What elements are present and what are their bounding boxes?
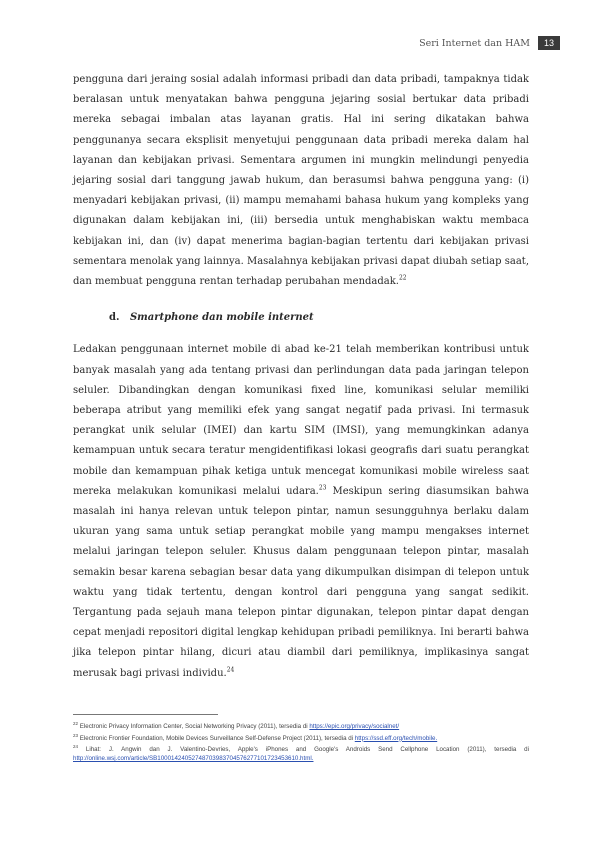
footnote bbox=[73, 720, 529, 732]
main-content bbox=[73, 70, 529, 684]
paragraph-text: Meskipun sering diasumsikan bahwa masalah ini hanya relevan untuk telepon pintar, namun sesungguhnya berlaku dalam ukuran yang sama untuk setiap perangkat mobile yang mampu mengakses internet melalui jaringan telepon seluler. Khusus dalam penggunaan telepon pintar, masalah semakin besar karena sebagian besar data yang dikumpulkan disimpan di telepon untuk waktu yang tidak tertentu, dengan kontrol dari pengguna yang sangat sedikit. Tergantung pada sejauh mana telepon pintar digunakan, telepon pintar dapat dengan cepat menjadi repositori digital lengkap kehidupan pribadi pemiliknya. Ini berarti bahwa jika telepon pintar hilang, dicuri atau diambil dari pemiliknya, implikasinya sangat merusak bagi privasi individu. bbox=[73, 485, 529, 679]
footnote-number: 24 bbox=[73, 744, 79, 750]
footnote-number: 22 bbox=[73, 721, 79, 726]
body-paragraph-1 bbox=[73, 70, 529, 292]
subheading-title: Smartphone dan mobile internet bbox=[129, 312, 314, 324]
footnote-number: 23 bbox=[73, 732, 79, 738]
footnote-link[interactable]: https://epic.org/privacy/socialnet/ bbox=[309, 723, 400, 731]
footnote-ref[interactable]: 23 bbox=[318, 484, 327, 492]
header-title: Seri Internet dan HAM bbox=[419, 37, 530, 49]
paragraph-text: Ledakan penggunaan internet mobile di abad ke-21 telah memberikan kontribusi untuk banyak masalah yang ada tentang privasi dan perlindungan data pada jaringan telepon seluler. Dibandingkan dengan komunikasi fixed line, komunikasi selular memiliki beberapa atribut yang memiliki efek yang sangat negatif pada privasi. Ini termasuk perangkat unik selular (IMEI) dan kartu SIM (IMSI), yang memungkinkan adanya kemampuan untuk secara teratur mengidentifikasi lokasi geografis dari suatu perangkat mobile dan kemampuan pihak ketiga untuk mencegat komunikasi mobile wireless saat mereka melakukan komunikasi melalui udara. bbox=[73, 344, 529, 497]
footnote-text: Electronic Privacy Information Center, Social Networking Privacy (2011), tersedia di bbox=[79, 723, 310, 731]
footnote-divider bbox=[73, 714, 218, 715]
paragraph-text: pengguna dari jeraing sosial adalah informasi pribadi dan data pribadi, tampaknya tidak beralasan untuk menyatakan bahwa pengguna jejaring sosial bertukar data pribadi mereka sebagai imbalan atas layanan gratis. Hal ini sering dikatakan bahwa penggunanya secara eksplisit menyetujui penggunaan data pribadi mereka dalam hal layanan dan kebijakan privasi. Sementara argumen ini mungkin melindungi penyedia jejaring sosial dari tanggung jawab hukum, dan berasumsi bahwa pengguna yang: (i) menyadari kebijakan privasi, (ii) mampu memahami bahasa hukum yang kompleks yang digunakan dalam kebijakan ini, (iii) bersedia untuk menghabiskan waktu membaca kebijakan ini, dan (iv) dapat menerima bagian-bagian tertentu dari kebijakan privasi sementara menolak yang lainnya. Masalahnya kebijakan privasi dapat diubah setiap saat, dan membuat pengguna rentan terhadap perubahan mendadak. bbox=[73, 74, 529, 288]
footnote bbox=[73, 743, 529, 763]
footnote-text: Electronic Frontier Foundation, Mobile Devices Surveillance Self-Defense Project (2011), tersedia di bbox=[79, 734, 355, 742]
page-number: 13 bbox=[538, 36, 560, 50]
section-subheading bbox=[109, 308, 529, 328]
footnote-link[interactable]: http://online.wsj.com/article/SB10001424052748703983704576277101723453610.html. bbox=[73, 754, 314, 762]
footnote bbox=[73, 732, 529, 744]
body-paragraph-2 bbox=[73, 340, 529, 683]
footnote-text: Lihat: J. Angwin dan J. Valentino-Devries, Apple's iPhones and Google's Androids Send Cellphone Location (2011), tersedia di bbox=[85, 746, 529, 754]
footnote-ref[interactable]: 24 bbox=[226, 666, 235, 674]
footnote-ref[interactable]: 22 bbox=[398, 274, 407, 282]
page-header bbox=[419, 36, 560, 50]
subheading-letter: d. bbox=[109, 312, 120, 324]
footnotes-section bbox=[73, 714, 529, 764]
footnote-link[interactable]: https://ssd.eff.org/tech/mobile. bbox=[354, 734, 438, 742]
